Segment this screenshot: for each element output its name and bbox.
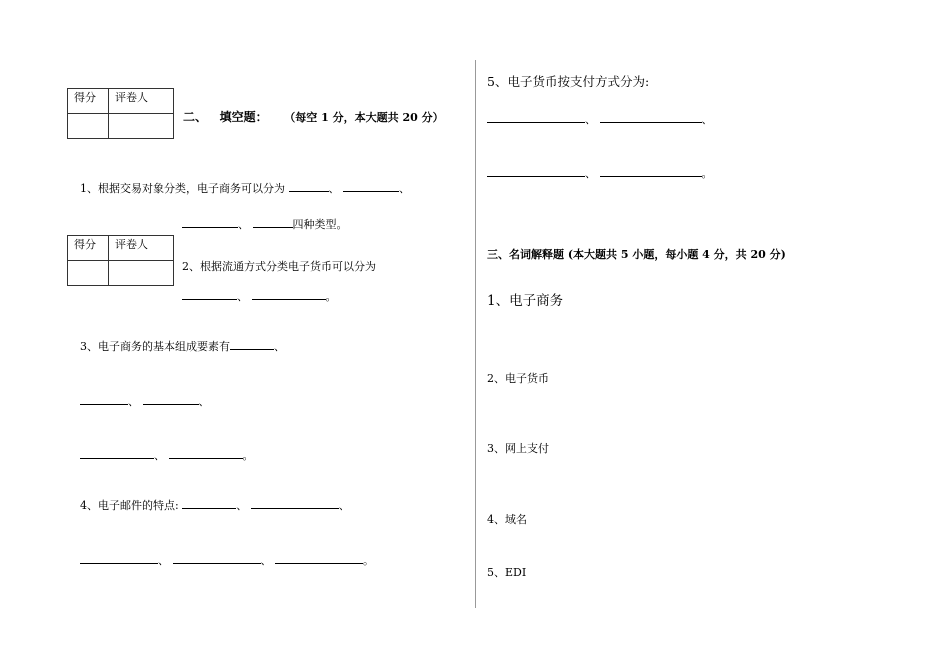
q1-tail: 四种类型。 — [292, 218, 348, 231]
question-3-line3 — [80, 447, 254, 463]
section2-note: （每空 1 分，本大题共 20 分） — [284, 111, 444, 124]
q4-blank-4[interactable] — [173, 553, 261, 564]
score-cell[interactable] — [68, 261, 109, 286]
section2-num: 二、 — [183, 110, 208, 124]
question-5-line3 — [487, 165, 713, 181]
end: 。 — [363, 554, 374, 567]
question-1-line1 — [80, 180, 410, 196]
sep: 、 — [274, 340, 285, 353]
q2-blank-1[interactable] — [182, 289, 237, 300]
sep: 、 — [154, 449, 165, 462]
q1-blank-1[interactable] — [289, 181, 329, 192]
q3-blank-1[interactable] — [230, 339, 274, 350]
sep: 、 — [585, 167, 596, 180]
score-cell[interactable] — [68, 114, 109, 139]
q4-blank-1[interactable] — [182, 498, 236, 509]
q5-blank-4[interactable] — [600, 166, 702, 177]
q3-text: 3、电子商务的基本组成要素有 — [80, 340, 230, 353]
section3-heading: 三、名词解释题 (本大题共 5 小题，每小题 4 分，共 20 分) — [487, 248, 786, 261]
q3-blank-5[interactable] — [169, 448, 243, 459]
score-table-2 — [67, 235, 174, 286]
question-2-line1: 2、根据流通方式分类电子货币可以分为 — [182, 260, 376, 273]
question-5-line1: 5、电子货币按支付方式分为: — [487, 74, 650, 89]
question-5-line2 — [487, 111, 713, 127]
score-label: 得分 — [68, 236, 109, 261]
q4-blank-2[interactable] — [251, 498, 339, 509]
q2-blank-2[interactable] — [252, 289, 326, 300]
q3-blank-2[interactable] — [80, 394, 128, 405]
term-4: 4、域名 — [487, 513, 527, 526]
q3-blank-3[interactable] — [143, 394, 199, 405]
column-divider — [475, 60, 476, 608]
q5-blank-1[interactable] — [487, 112, 585, 123]
sep: 、 — [260, 554, 272, 567]
sep: 、 — [237, 290, 248, 303]
grader-label: 评卷人 — [109, 236, 174, 261]
sep: 、 — [338, 499, 350, 512]
question-4-line1 — [80, 497, 350, 513]
term-1: 1、电子商务 — [487, 293, 564, 309]
q5-blank-2[interactable] — [600, 112, 702, 123]
score-label: 得分 — [68, 89, 109, 114]
score-table-1 — [67, 88, 174, 139]
sep: 、 — [701, 113, 713, 126]
section2-heading — [183, 108, 444, 125]
grader-cell[interactable] — [109, 114, 174, 139]
q3-blank-4[interactable] — [80, 448, 154, 459]
question-1-line2 — [182, 216, 348, 232]
q1-blank-4[interactable] — [253, 217, 293, 228]
term-3: 3、网上支付 — [487, 442, 549, 455]
sep: 、 — [328, 182, 340, 195]
question-4-line2 — [80, 552, 374, 568]
sep: 、 — [399, 182, 410, 195]
q4-blank-3[interactable] — [80, 553, 158, 564]
grader-label: 评卷人 — [109, 89, 174, 114]
q1-text: 1、根据交易对象分类，电子商务可以分为 — [80, 182, 285, 195]
sep: 、 — [236, 499, 248, 512]
end: 。 — [325, 290, 337, 303]
q1-blank-2[interactable] — [343, 181, 399, 192]
section2-title: 填空题： — [219, 110, 268, 124]
sep: 、 — [585, 113, 596, 126]
sep: 、 — [128, 395, 139, 408]
sep: 、 — [198, 395, 210, 408]
question-3-line2 — [80, 393, 210, 409]
term-5: 5、EDI — [487, 566, 527, 579]
sep: 、 — [238, 218, 249, 231]
question-2-line2 — [182, 288, 337, 304]
q4-text: 4、电子邮件的特点: — [80, 499, 179, 512]
sep: 、 — [158, 554, 169, 567]
grader-cell[interactable] — [109, 261, 174, 286]
term-2: 2、电子货币 — [487, 372, 549, 385]
q4-blank-5[interactable] — [275, 553, 363, 564]
end: 。 — [242, 449, 254, 462]
end: 。 — [701, 167, 713, 180]
q1-blank-3[interactable] — [182, 217, 238, 228]
question-3-line1 — [80, 338, 285, 354]
q5-blank-3[interactable] — [487, 166, 585, 177]
